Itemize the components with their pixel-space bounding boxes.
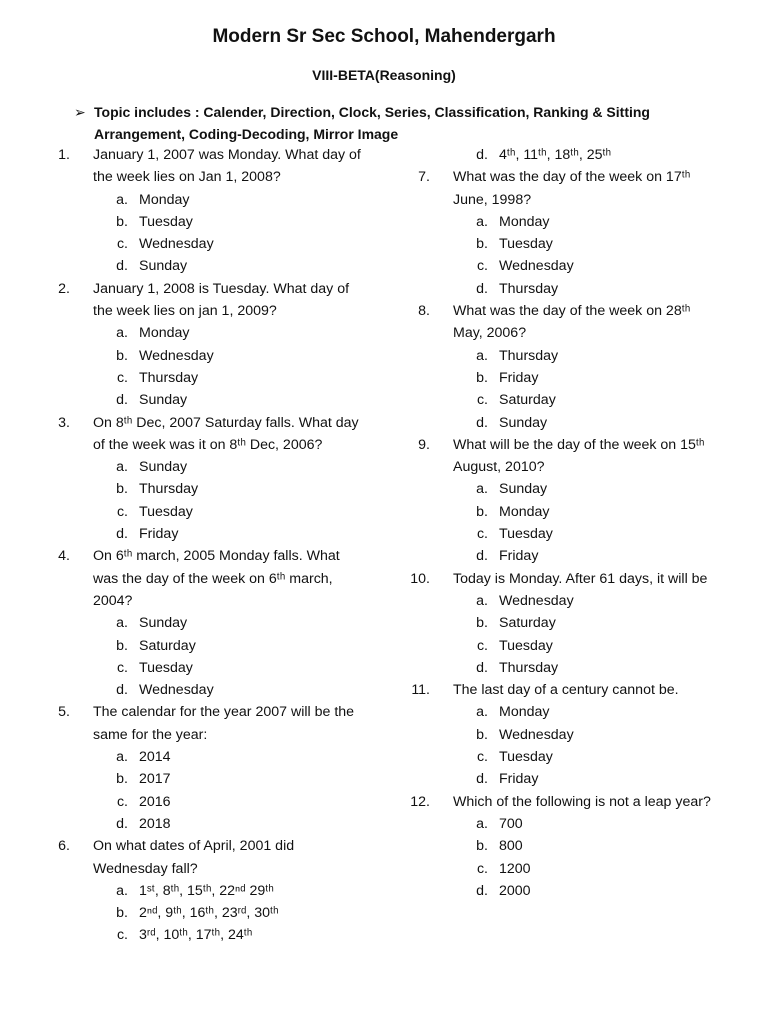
- question-number: 8.: [418, 303, 430, 320]
- option-label: c.: [476, 258, 488, 275]
- right-column: [400, 144, 768, 902]
- option-label: c.: [476, 637, 488, 654]
- question-number: 3.: [58, 414, 70, 431]
- option-text: Wednesday: [139, 347, 214, 364]
- option-item: [400, 880, 768, 902]
- option-item: [0, 768, 400, 790]
- option-text: Friday: [499, 548, 539, 565]
- question-item: [0, 701, 400, 746]
- question-text: On 6ᵗʰ march, 2005 Monday falls. What was the day of the week on 6ᵗʰ march, 2004?: [93, 548, 340, 609]
- option-label: b.: [476, 236, 488, 253]
- option-item: [0, 880, 400, 902]
- question-item: [400, 434, 768, 479]
- option-label: c.: [476, 526, 488, 543]
- option-label: b.: [116, 637, 128, 654]
- option-label: d.: [476, 659, 488, 676]
- option-item: [400, 701, 768, 723]
- question-item: [0, 412, 400, 457]
- option-item: [400, 724, 768, 746]
- question-item: [400, 568, 768, 590]
- question-number: 12.: [410, 793, 430, 810]
- option-item: [0, 924, 400, 946]
- question-number: 10.: [410, 570, 430, 587]
- option-item: [0, 345, 400, 367]
- option-label: b.: [476, 503, 488, 520]
- option-label: c.: [116, 793, 128, 810]
- option-text: Monday: [139, 191, 190, 208]
- question-text: On 8ᵗʰ Dec, 2007 Saturday falls. What day of the week was it on 8ᵗʰ Dec, 2006?: [93, 414, 359, 453]
- option-item: [400, 545, 768, 567]
- option-label: a.: [116, 191, 128, 208]
- option-text: Thursday: [499, 659, 559, 676]
- question-item: [400, 791, 768, 813]
- option-text: Thursday: [499, 280, 559, 297]
- question-text: What was the day of the week on 28ᵗʰ May, 2006?: [453, 303, 691, 342]
- option-item: [400, 478, 768, 500]
- option-text: Tuesday: [139, 659, 193, 676]
- option-label: d.: [116, 258, 128, 275]
- option-text: Wednesday: [499, 258, 574, 275]
- option-label: a.: [476, 213, 488, 230]
- option-text: Sunday: [139, 459, 188, 476]
- option-text: 2ⁿᵈ, 9ᵗʰ, 16ᵗʰ, 23ʳᵈ, 30ᵗʰ: [139, 905, 279, 922]
- option-label: c.: [116, 503, 128, 520]
- option-text: 2018: [139, 815, 171, 832]
- question-number: 2.: [58, 280, 70, 297]
- option-item: [400, 211, 768, 233]
- option-item: [400, 367, 768, 389]
- option-text: Wednesday: [499, 592, 574, 609]
- option-text: Sunday: [499, 481, 548, 498]
- question-text: What was the day of the week on 17ᵗʰ June, 1998?: [453, 169, 691, 208]
- option-text: 2017: [139, 771, 171, 788]
- option-item: [0, 791, 400, 813]
- option-text: Wednesday: [139, 682, 214, 699]
- option-item: [0, 612, 400, 634]
- option-text: 1200: [499, 860, 531, 877]
- option-text: Monday: [499, 704, 550, 721]
- option-label: b.: [476, 726, 488, 743]
- option-item: [0, 679, 400, 701]
- option-text: 1ˢᵗ, 8ᵗʰ, 15ᵗʰ, 22ⁿᵈ 29ᵗʰ: [139, 882, 274, 899]
- option-item: [400, 590, 768, 612]
- option-label: d.: [116, 526, 128, 543]
- option-text: Monday: [139, 325, 190, 342]
- option-text: 4ᵗʰ, 11ᵗʰ, 18ᵗʰ, 25ᵗʰ: [499, 147, 612, 163]
- option-label: c.: [116, 927, 128, 944]
- option-label: c.: [116, 369, 128, 386]
- option-label: d.: [116, 815, 128, 832]
- option-label: d.: [476, 882, 488, 899]
- option-item: [0, 635, 400, 657]
- question-number: 6.: [58, 838, 70, 855]
- topic-text: Topic includes : Calender, Direction, Clock, Series, Classification, Ranking & Sitting Arrangement, Coding-Decoding, Mirror Image: [94, 104, 650, 143]
- option-label: a.: [116, 325, 128, 342]
- option-text: Thursday: [499, 347, 559, 364]
- option-label: c.: [476, 749, 488, 766]
- option-label: a.: [476, 592, 488, 609]
- question-item: [0, 835, 400, 880]
- option-item: [400, 635, 768, 657]
- option-label: d.: [476, 280, 488, 297]
- option-label: d.: [476, 414, 488, 431]
- option-text: Tuesday: [499, 526, 553, 543]
- option-label: a.: [116, 882, 128, 899]
- question-item: [0, 278, 400, 323]
- option-item: [400, 612, 768, 634]
- option-label: b.: [476, 615, 488, 632]
- option-text: Saturday: [499, 615, 556, 632]
- question-number: 1.: [58, 147, 70, 163]
- option-item: [0, 367, 400, 389]
- arrow-bullet-icon: ➢: [74, 104, 86, 120]
- option-text: Thursday: [139, 369, 199, 386]
- question-number: 4.: [58, 548, 70, 565]
- option-item: [0, 523, 400, 545]
- option-label: b.: [116, 771, 128, 788]
- question-text: The calendar for the year 2007 will be the same for the year:: [93, 704, 355, 743]
- option-item: [0, 211, 400, 233]
- option-text: Monday: [499, 503, 550, 520]
- option-label: a.: [116, 749, 128, 766]
- option-text: Saturday: [139, 637, 196, 654]
- option-item: [400, 501, 768, 523]
- option-item: [0, 233, 400, 255]
- option-label: d.: [476, 548, 488, 565]
- question-item: [400, 166, 768, 211]
- option-label: a.: [116, 615, 128, 632]
- option-text: Friday: [139, 526, 179, 543]
- option-text: Tuesday: [499, 637, 553, 654]
- option-item: [400, 523, 768, 545]
- option-item: [0, 746, 400, 768]
- option-item: [400, 657, 768, 679]
- option-item: [400, 345, 768, 367]
- option-text: 2000: [499, 882, 531, 899]
- option-text: Thursday: [139, 481, 199, 498]
- option-text: Sunday: [499, 414, 548, 431]
- option-text: 800: [499, 838, 523, 855]
- option-item: [0, 322, 400, 344]
- option-text: Wednesday: [139, 236, 214, 253]
- option-text: 700: [499, 815, 523, 832]
- option-label: c.: [476, 860, 488, 877]
- option-item: [0, 456, 400, 478]
- option-item: [400, 278, 768, 300]
- option-text: Wednesday: [499, 726, 574, 743]
- question-text: January 1, 2007 was Monday. What day of the week lies on Jan 1, 2008?: [93, 147, 361, 186]
- question-text: Which of the following is not a leap year?: [453, 793, 711, 810]
- question-text: On what dates of April, 2001 did Wednesday fall?: [93, 838, 295, 877]
- option-text: Sunday: [139, 258, 188, 275]
- option-label: b.: [116, 213, 128, 230]
- option-label: a.: [116, 459, 128, 476]
- option-label: a.: [476, 481, 488, 498]
- question-number: 7.: [418, 169, 430, 186]
- option-text: Tuesday: [499, 749, 553, 766]
- option-item: [0, 657, 400, 679]
- option-item: [400, 412, 768, 434]
- option-item: [0, 389, 400, 411]
- option-item: [0, 501, 400, 523]
- option-text: Tuesday: [499, 236, 553, 253]
- option-label: b.: [476, 838, 488, 855]
- option-label: b.: [116, 347, 128, 364]
- option-text: Tuesday: [139, 213, 193, 230]
- question-text: Today is Monday. After 61 days, it will be: [453, 570, 708, 587]
- option-item: [400, 768, 768, 790]
- page-title: Modern Sr Sec School, Mahendergarh: [212, 26, 556, 47]
- option-item: [0, 255, 400, 277]
- question-item: [400, 300, 768, 345]
- option-label: d.: [116, 682, 128, 699]
- option-label: d.: [116, 392, 128, 409]
- option-label: d.: [476, 147, 488, 163]
- option-item: [400, 813, 768, 835]
- option-label: b.: [116, 481, 128, 498]
- option-item: [400, 746, 768, 768]
- option-item: [400, 144, 768, 166]
- page-subtitle: VIII-BETA(Reasoning): [312, 67, 456, 83]
- option-text: 3ʳᵈ, 10ᵗʰ, 17ᵗʰ, 24ᵗʰ: [139, 927, 253, 944]
- option-item: [0, 813, 400, 835]
- option-text: Sunday: [139, 615, 188, 632]
- question-text: January 1, 2008 is Tuesday. What day of the week lies on jan 1, 2009?: [93, 280, 350, 320]
- option-text: Friday: [499, 369, 539, 386]
- option-item: [0, 478, 400, 500]
- option-label: a.: [476, 704, 488, 721]
- option-label: b.: [116, 905, 128, 922]
- question-number: 5.: [58, 704, 70, 721]
- option-text: 2016: [139, 793, 171, 810]
- option-label: c.: [116, 659, 128, 676]
- option-item: [400, 255, 768, 277]
- option-text: Saturday: [499, 392, 556, 409]
- option-text: 2014: [139, 749, 171, 766]
- option-label: a.: [476, 815, 488, 832]
- option-item: [0, 902, 400, 924]
- option-text: Friday: [499, 771, 539, 788]
- option-label: c.: [476, 392, 488, 409]
- question-text: What will be the day of the week on 15ᵗʰ August, 2010?: [453, 436, 705, 476]
- option-text: Monday: [499, 213, 550, 230]
- option-text: Tuesday: [139, 503, 193, 520]
- option-label: a.: [476, 347, 488, 364]
- option-item: [400, 233, 768, 255]
- option-text: Sunday: [139, 392, 188, 409]
- question-number: 9.: [418, 436, 430, 453]
- question-text: The last day of a century cannot be.: [453, 682, 679, 699]
- question-item: [400, 679, 768, 701]
- question-item: [0, 144, 400, 189]
- option-item: [400, 835, 768, 857]
- question-number: 11.: [411, 682, 430, 699]
- option-item: [400, 858, 768, 880]
- question-item: [0, 545, 400, 612]
- option-label: b.: [476, 369, 488, 386]
- option-item: [400, 389, 768, 411]
- option-label: d.: [476, 771, 488, 788]
- option-label: c.: [116, 236, 128, 253]
- option-item: [0, 189, 400, 211]
- left-column: [0, 144, 400, 947]
